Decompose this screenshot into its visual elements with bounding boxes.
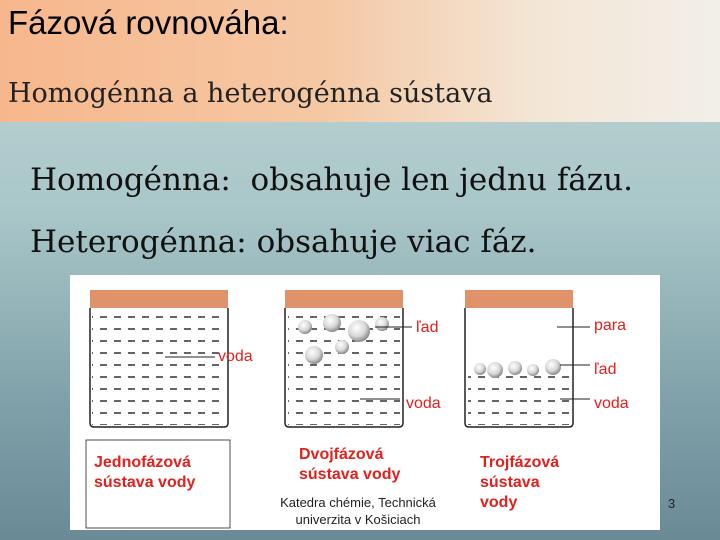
beaker-single-phase — [90, 290, 228, 427]
slide-subtitle: Homogénna a heterogénna sústava — [8, 78, 493, 109]
ice-cube — [508, 361, 522, 375]
beaker-3-lid — [465, 290, 573, 308]
ice-cube — [375, 317, 389, 331]
homogeneous-definition — [30, 162, 633, 198]
beaker-two-phase — [285, 290, 412, 427]
ice-cube — [474, 363, 486, 375]
ice-cube — [348, 320, 370, 342]
homogeneous-text: obsahuje len jednu fázu. — [250, 162, 633, 198]
phase-systems-figure — [70, 275, 660, 530]
label-water-1: voda — [218, 348, 253, 365]
homogeneous-term: Homogénna: — [30, 162, 231, 198]
label-water-3: voda — [594, 395, 629, 412]
label-water-2: voda — [406, 395, 441, 412]
footer-institution: Katedra chémie, Technická univerzita v Košiciach — [280, 495, 436, 527]
caption-three-phase: Trojfázová sústava vody — [480, 454, 560, 511]
ice-cube — [487, 362, 503, 378]
beaker-three-phase — [465, 290, 590, 427]
ice-cube — [298, 320, 312, 334]
caption-single-phase: Jednofázová sústava vody — [94, 454, 196, 491]
label-ice-3: ľad — [594, 361, 617, 378]
heterogeneous-term: Heterogénna: — [30, 224, 247, 260]
ice-cube — [305, 346, 323, 364]
ice-cube — [323, 314, 341, 332]
title-banner — [0, 0, 720, 122]
slide-title: Fázová rovnováha: — [8, 4, 289, 41]
heterogeneous-text: obsahuje viac fáz. — [256, 224, 537, 260]
beaker-1-lid — [90, 290, 228, 308]
ice-cube — [545, 359, 561, 375]
ice-cube — [335, 340, 349, 354]
label-steam-3: para — [594, 317, 627, 334]
label-ice-2: ľad — [416, 319, 439, 336]
page-number: 3 — [668, 496, 676, 511]
heterogeneous-definition — [30, 224, 537, 260]
caption-two-phase: Dvojfázová sústava vody — [299, 446, 401, 483]
ice-cube — [527, 364, 539, 376]
beaker-2-lid — [285, 290, 403, 308]
